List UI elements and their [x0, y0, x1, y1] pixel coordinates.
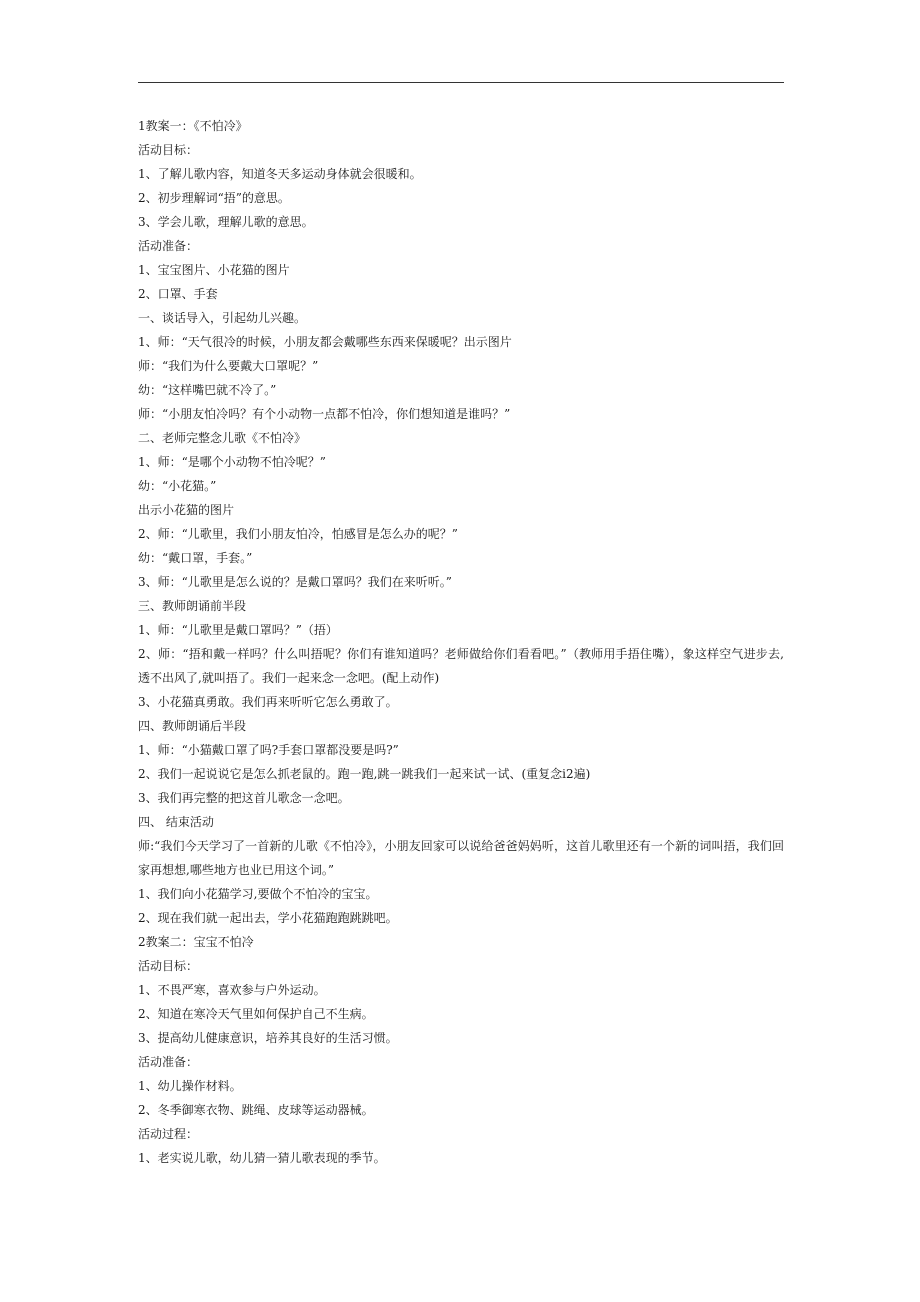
text-line: 3、提高幼儿健康意识，培养其良好的生活习惯。	[138, 1031, 398, 1045]
text-line: 活动过程：	[138, 1127, 199, 1141]
text-line: 3、我们再完整的把这首儿歌念一念吧。	[138, 791, 350, 805]
text-line: 活动准备：	[138, 239, 199, 253]
text-line: 2、知道在寒冷天气里如何保护自己不生病。	[138, 1007, 374, 1021]
text-line: 3、师：“儿歌里是怎么说的？是戴口罩吗？我们在来听听。”	[138, 575, 452, 589]
text-line: 1、师：“儿歌里是戴口罩吗？”（捂）	[138, 623, 338, 637]
text-line: 四、 结束活动	[138, 815, 214, 829]
text-line: 1、了解儿歌内容，知道冬天多运动身体就会很暖和。	[138, 167, 422, 181]
text-line: 幼：“戴口罩，手套。”	[138, 551, 253, 565]
text-line: 幼：“小花猫。”	[138, 479, 217, 493]
text-line: 1、幼儿操作材料。	[138, 1079, 242, 1093]
text-line: 师:“我们今天学习了一首新的儿歌《不怕冷》，小朋友回家可以说给爸爸妈妈听，这首儿歌里还有一个新的词叫捂，我们回家再想想,哪些地方也业已用这个词。”	[138, 839, 784, 877]
text-line: 3、学会儿歌，理解儿歌的意思。	[138, 215, 314, 229]
text-line: 2教案二：宝宝不怕冷	[138, 935, 254, 949]
text-line: 1、师：“天气很冷的时候，小朋友都会戴哪些东西来保暖呢？出示图片	[138, 335, 512, 349]
text-line: 幼：“这样嘴巴就不冷了。”	[138, 383, 277, 397]
text-line: 师：“小朋友怕冷吗？有个小动物一点都不怕冷，你们想知道是谁吗？”	[138, 407, 511, 421]
text-line: 3、小花猫真勇敢。我们再来听听它怎么勇敢了。	[138, 695, 398, 709]
text-line: 二、老师完整念儿歌《不怕冷》	[138, 431, 307, 445]
text-line: 2、现在我们就一起出去，学小花猫跑跑跳跳吧。	[138, 911, 398, 925]
text-line: 2、我们一起说说它是怎么抓老鼠的。跑一跑,跳一跳我们一起来试一试、(重复念i2遍)	[138, 767, 591, 781]
text-line: 2、师：“儿歌里，我们小朋友怕冷，怕感冒是怎么办的呢？”	[138, 527, 458, 541]
text-line: 活动目标：	[138, 959, 199, 973]
text-line: 1、师：“小猫戴口罩了吗?手套口罩都没要是吗?”	[138, 743, 399, 757]
header-rule	[138, 82, 784, 83]
text-line: 1、不畏严寒，喜欢参与户外运动。	[138, 983, 326, 997]
text-line: 三、教师朗诵前半段	[138, 599, 247, 613]
document-body	[138, 114, 784, 1170]
text-line: 2、冬季御寒衣物、跳绳、皮球等运动器械。	[138, 1103, 374, 1117]
text-line: 2、师：“捂和戴一样吗？什么叫捂呢？你们有谁知道吗？老师做给你们看看吧。”（教师用手捂住嘴），象这样空气进步去,透不出风了,就叫捂了。我们一起来念一念吧。(配上动作)	[138, 647, 784, 685]
text-line: 师：“我们为什么要戴大口罩呢？”	[138, 359, 319, 373]
text-line: 1、老实说儿歌，幼儿猜一猜儿歌表现的季节。	[138, 1151, 386, 1165]
text-line: 一、谈话导入，引起幼儿兴趣。	[138, 311, 307, 325]
text-line: 四、教师朗诵后半段	[138, 719, 247, 733]
text-line: 活动准备：	[138, 1055, 199, 1069]
text-line: 出示小花猫的图片	[138, 503, 235, 517]
text-line: 1、师：“是哪个小动物不怕冷呢？”	[138, 455, 326, 469]
text-line: 2、口罩、手套	[138, 287, 218, 301]
text-line: 2、初步理解词“捂”的意思。	[138, 191, 290, 205]
text-line: 1、宝宝图片、小花猫的图片	[138, 263, 290, 277]
text-line: 1、我们向小花猫学习,要做个不怕冷的宝宝。	[138, 887, 378, 901]
text-line: 1教案一：《不怕冷》	[138, 119, 248, 133]
text-line: 活动目标：	[138, 143, 199, 157]
